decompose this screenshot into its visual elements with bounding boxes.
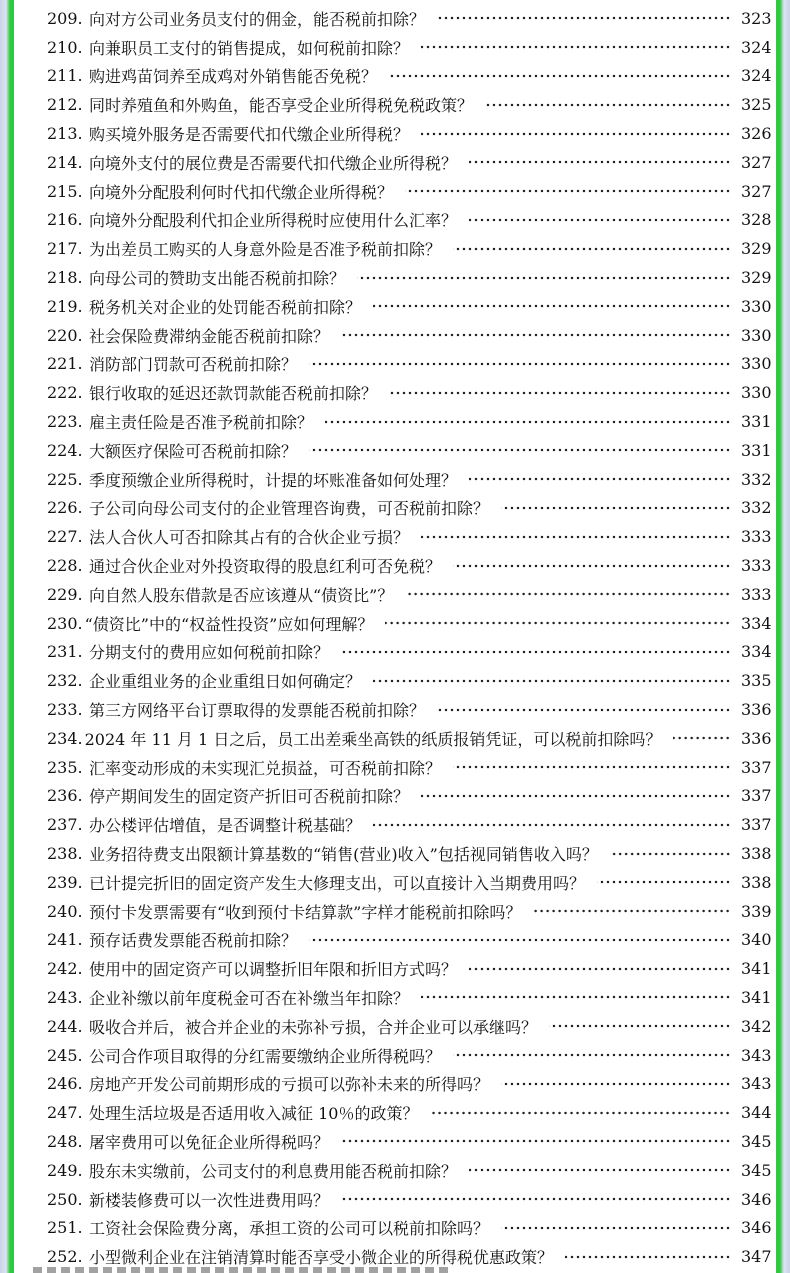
toc-entry-page: 331: [741, 440, 772, 460]
toc-entry-title: 企业补缴以前年度税金可否在补缴当年扣除？: [89, 988, 410, 1008]
toc-leader-dots: [469, 477, 731, 481]
toc-entry-title: 股东未实缴前，公司支付的利息费用能否税前扣除？: [89, 1161, 458, 1181]
toc-entry[interactable]: [47, 868, 771, 897]
toc-entry[interactable]: [47, 148, 771, 177]
toc-entry-page: 345: [741, 1131, 772, 1151]
toc-entry-title: 预付卡发票需要有“收到预付卡结算款”字样才能税前扣除吗？: [89, 902, 522, 922]
toc-entry-title: 汇率变动形成的未实现汇兑损益，可否税前扣除？: [89, 758, 442, 778]
toc-entry-number: 223.: [47, 412, 83, 432]
toc-leader-dots: [469, 160, 731, 164]
toc-entry[interactable]: [47, 177, 771, 206]
toc-entry[interactable]: [47, 1213, 771, 1242]
toc-entry-title: 向兼职员工支付的销售提成，如何税前扣除？: [89, 38, 410, 58]
toc-entry-title: 银行收取的延迟还款罚款能否税前扣除？: [89, 384, 378, 404]
toc-entry[interactable]: [47, 378, 771, 407]
toc-entry-number: 215.: [47, 181, 83, 201]
toc-entry-page: 329: [741, 268, 772, 288]
toc-entry-page: 338: [741, 844, 772, 863]
toc-entry-title: 停产期间发生的固定资产折旧可否税前扣除？: [89, 787, 410, 807]
toc-entry-number: 246.: [47, 1074, 83, 1094]
toc-leader-dots: [325, 420, 731, 424]
toc-entry-number: 213.: [47, 124, 83, 144]
toc-entry[interactable]: [47, 1127, 771, 1156]
toc-entry-page: 345: [741, 1160, 772, 1180]
toc-leader-dots: [341, 333, 731, 337]
toc-entry-title: 吸收合并后，被合并企业的未弥补亏损，合并企业可以承继吗？: [89, 1017, 538, 1037]
toc-leader-dots: [309, 448, 731, 452]
toc-entry-title: 屠宰费用可以免征企业所得税吗？: [89, 1132, 330, 1152]
toc-leader-dots: [341, 1139, 731, 1143]
toc-entry-page: 338: [741, 872, 772, 892]
toc-entry[interactable]: [47, 695, 771, 724]
toc-entry-number: 232.: [47, 671, 83, 691]
toc-entry-title: 分期支付的费用应如何税前扣除？: [89, 643, 330, 663]
toc-entry-number: 247.: [47, 1103, 83, 1123]
toc-entry-number: 250.: [47, 1189, 83, 1209]
toc-entry-number: 229.: [47, 584, 83, 604]
toc-entry-title: 企业重组业务的企业重组日如何确定？: [89, 672, 362, 692]
toc-leader-dots: [533, 909, 731, 913]
toc-leader-dots: [453, 564, 731, 568]
toc-entry-title: 向境外分配股利何时代扣代缴企业所得税？: [89, 182, 394, 202]
toc-entry-title: 房地产开发公司前期形成的亏损可以弥补未来的所得吗？: [89, 1075, 490, 1095]
toc-entry-number: 211.: [47, 66, 83, 86]
toc-entry-number: 212.: [47, 95, 83, 115]
toc-leader-dots: [357, 276, 731, 280]
toc-entry-title: 小型微利企业在注销清算时能否享受小微企业的所得税优惠政策？: [89, 1248, 554, 1268]
toc-leader-dots: [597, 880, 731, 884]
toc-leader-dots: [469, 1168, 731, 1172]
toc-entry-title: 使用中的固定资产可以调整折旧年限和折旧方式吗？: [89, 960, 458, 980]
toc-leader-dots: [453, 765, 731, 769]
toc-entry-title: 工资社会保险费分离，承担工资的公司可以税前扣除吗？: [89, 1219, 490, 1239]
table-of-contents: [47, 4, 771, 1271]
toc-entry[interactable]: [47, 119, 771, 148]
toc-entry-page: 330: [741, 325, 772, 345]
toc-entry-page: 334: [741, 642, 772, 662]
toc-entry-number: 210.: [47, 37, 83, 57]
toc-entry-title: 新楼装修费可以一次性进费用吗？: [89, 1190, 330, 1210]
toc-entry-page: 346: [741, 1189, 772, 1209]
toc-entry-page: 326: [741, 124, 772, 144]
right-border-bar: [776, 0, 790, 1273]
toc-entry-number: 228.: [47, 556, 83, 576]
toc-entry-number: 236.: [47, 786, 83, 806]
toc-entry-page: 346: [741, 1218, 772, 1238]
toc-entry[interactable]: [47, 494, 771, 523]
toc-entry[interactable]: [47, 90, 771, 119]
toc-leader-dots: [373, 823, 731, 827]
toc-leader-dots: [469, 967, 731, 971]
toc-leader-dots: [309, 938, 731, 942]
toc-entry-title: 大额医疗保险可否税前扣除？: [89, 441, 298, 461]
toc-entry[interactable]: [47, 1156, 771, 1185]
toc-entry-title: 为出差员工购买的人身意外险是否准予税前扣除？: [89, 240, 442, 260]
toc-entry-number: 235.: [47, 757, 83, 777]
toc-leader-dots: [501, 1082, 731, 1086]
toc-entry-page: 337: [741, 815, 772, 835]
toc-entry-number: 217.: [47, 239, 83, 259]
toc-entry-number: 220.: [47, 325, 83, 345]
toc-entry[interactable]: [47, 839, 771, 868]
toc-entry-page: 333: [741, 584, 772, 604]
toc-entry-title: 第三方网络平台订票取得的发票能否税前扣除？: [89, 701, 426, 721]
toc-entry-page: 337: [741, 786, 772, 806]
toc-entry[interactable]: [47, 465, 771, 494]
toc-leader-dots: [341, 1197, 731, 1201]
toc-entry-title: 预存话费发票能否税前扣除？: [89, 931, 298, 951]
document-page: [14, 0, 776, 1273]
toc-entry-number: 214.: [47, 152, 83, 172]
toc-entry-number: 237.: [47, 815, 83, 835]
toc-entry-number: 225.: [47, 469, 83, 489]
toc-entry[interactable]: [47, 551, 771, 580]
toc-entry[interactable]: [47, 1069, 771, 1098]
toc-leader-dots: [385, 621, 731, 625]
toc-entry[interactable]: [47, 1098, 771, 1127]
toc-entry-number: 226.: [47, 498, 83, 518]
toc-entry-number: 234.: [47, 728, 83, 748]
toc-leader-dots: [501, 506, 731, 510]
toc-entry-title: 2024 年 11 月 1 日之后，员工出差乘坐高铁的纸质报销凭证，可以税前扣除吗？: [84, 729, 662, 749]
toc-entry-number: 245.: [47, 1045, 83, 1065]
toc-entry-title: 向境外支付的展位费是否需要代扣代缴企业所得税？: [89, 153, 458, 173]
toc-entry-number: 231.: [47, 642, 83, 662]
toc-entry[interactable]: [47, 350, 771, 379]
toc-entry-number: 219.: [47, 296, 83, 316]
toc-entry[interactable]: [47, 263, 771, 292]
toc-entry[interactable]: [47, 810, 771, 839]
toc-entry-page: 343: [741, 1045, 772, 1065]
toc-entry-title: 同时养殖鱼和外购鱼，能否享受企业所得税免税政策？: [89, 96, 474, 116]
toc-leader-dots: [501, 1226, 731, 1230]
toc-entry-page: 324: [741, 66, 772, 86]
toc-leader-dots: [469, 218, 731, 222]
toc-entry-page: 325: [741, 95, 772, 115]
toc-entry-page: 333: [741, 556, 772, 576]
toc-entry[interactable]: [47, 436, 771, 465]
toc-entry[interactable]: [47, 983, 771, 1012]
toc-entry-number: 221.: [47, 354, 83, 374]
toc-entry-page: 330: [741, 296, 772, 316]
toc-entry[interactable]: [47, 753, 771, 782]
toc-entry-page: 323: [741, 8, 772, 28]
toc-entry[interactable]: [47, 609, 771, 638]
toc-entry-number: 233.: [47, 700, 83, 720]
toc-entry-number: 248.: [47, 1131, 83, 1151]
toc-entry-page: 327: [741, 152, 772, 172]
toc-entry-page: 334: [741, 613, 772, 633]
toc-entry[interactable]: [47, 62, 771, 91]
toc-entry-title: 税务机关对企业的处罚能否税前扣除？: [89, 297, 362, 317]
toc-entry-number: 249.: [47, 1160, 83, 1180]
toc-entry-page: 332: [741, 469, 772, 489]
toc-entry-number: 239.: [47, 872, 83, 892]
toc-leader-dots: [430, 1111, 731, 1115]
toc-entry[interactable]: [47, 321, 771, 350]
toc-entry-page: 331: [741, 412, 772, 432]
toc-entry[interactable]: [47, 954, 771, 983]
toc-entry-title: 季度预缴企业所得税时，计提的坏账准备如何处理？: [89, 470, 458, 490]
toc-entry-number: 224.: [47, 440, 83, 460]
toc-entry-number: 227.: [47, 527, 83, 547]
toc-entry-number: 242.: [47, 959, 83, 979]
toc-leader-dots: [421, 535, 731, 539]
toc-entry-title: 购买境外服务是否需要代扣代缴企业所得税？: [89, 125, 410, 145]
toc-entry-number: 252.: [47, 1247, 83, 1267]
toc-entry-page: 341: [741, 987, 772, 1007]
toc-entry[interactable]: [47, 782, 771, 811]
toc-leader-dots: [673, 736, 731, 740]
toc-entry-page: 343: [741, 1074, 772, 1094]
toc-entry-number: 251.: [47, 1218, 83, 1238]
toc-entry-title: 消防部门罚款可否税前扣除？: [89, 355, 298, 375]
toc-entry-title: 公司合作项目取得的分红需要缴纳企业所得税吗？: [89, 1046, 442, 1066]
toc-leader-dots: [389, 74, 731, 78]
toc-entry-page: 327: [741, 181, 772, 201]
toc-entry-title: 处理生活垃圾是否适用收入减征 10％的政策？: [89, 1104, 419, 1124]
toc-leader-dots: [373, 679, 731, 683]
toc-entry[interactable]: [47, 4, 771, 33]
toc-entry-title: 向自然人股东借款是否应该遵从“债资比”？: [89, 585, 394, 605]
toc-entry-page: 329: [741, 239, 772, 259]
toc-entry-title: 子公司向母公司支付的企业管理咨询费，可否税前扣除？: [89, 499, 490, 519]
toc-entry[interactable]: [47, 1012, 771, 1041]
toc-entry-title: 向母公司的赞助支出能否税前扣除？: [89, 269, 346, 289]
toc-leader-dots: [405, 189, 731, 193]
toc-leader-dots: [405, 592, 731, 596]
toc-entry-page: 330: [741, 383, 772, 403]
toc-entry-title: 通过合伙企业对外投资取得的股息红利可否免税？: [89, 557, 442, 577]
toc-entry-number: 216.: [47, 210, 83, 230]
toc-leader-dots: [565, 1255, 731, 1259]
toc-entry-page: 336: [741, 728, 772, 748]
toc-entry-page: 328: [741, 210, 772, 230]
toc-leader-dots: [341, 650, 731, 654]
toc-entry[interactable]: [47, 1185, 771, 1214]
toc-leader-dots: [421, 45, 731, 49]
toc-entry[interactable]: [47, 638, 771, 667]
toc-entry-page: 336: [741, 700, 772, 720]
toc-entry[interactable]: [47, 724, 771, 753]
toc-entry[interactable]: [47, 407, 771, 436]
toc-leader-dots: [421, 995, 731, 999]
toc-entry[interactable]: [47, 33, 771, 62]
toc-entry-number: 240.: [47, 901, 83, 921]
toc-leader-dots: [485, 103, 731, 107]
toc-leader-dots: [373, 304, 731, 308]
toc-entry-page: 347: [741, 1247, 772, 1267]
toc-entry-title: 已计提完折旧的固定资产发生大修理支出，可以直接计入当期费用吗？: [89, 873, 586, 893]
toc-entry-page: 333: [741, 527, 772, 547]
toc-entry[interactable]: [47, 234, 771, 263]
toc-entry[interactable]: [47, 1041, 771, 1070]
toc-entry-title: 雇主责任险是否准予税前扣除？: [89, 413, 314, 433]
toc-entry-number: 238.: [47, 844, 83, 863]
toc-entry-number: 241.: [47, 930, 83, 950]
cut-off-next-line: [33, 1266, 453, 1273]
toc-entry-page: 337: [741, 757, 772, 777]
toc-entry-page: 341: [741, 959, 772, 979]
toc-entry[interactable]: [47, 926, 771, 955]
toc-leader-dots: [421, 794, 731, 798]
toc-entry[interactable]: [47, 897, 771, 926]
toc-leader-dots: [610, 852, 731, 856]
toc-entry-number: 209.: [47, 8, 83, 28]
toc-entry-title: 向对方公司业务员支付的佣金，能否税前扣除？: [89, 9, 426, 29]
toc-entry-page: 335: [741, 671, 772, 691]
toc-entry[interactable]: [47, 580, 771, 609]
toc-entry[interactable]: [47, 292, 771, 321]
toc-entry[interactable]: [47, 206, 771, 235]
toc-entry-number: 244.: [47, 1016, 83, 1036]
toc-entry[interactable]: [47, 666, 771, 695]
toc-entry[interactable]: [47, 522, 771, 551]
toc-entry-title: 向境外分配股利代扣企业所得税时应使用什么汇率？: [89, 211, 458, 231]
toc-leader-dots: [453, 247, 731, 251]
toc-leader-dots: [549, 1024, 731, 1028]
toc-entry-number: 230.: [47, 613, 83, 633]
toc-leader-dots: [453, 1053, 731, 1057]
toc-entry-number: 243.: [47, 987, 83, 1007]
toc-entry-number: 222.: [47, 383, 83, 403]
toc-entry-page: 342: [741, 1016, 772, 1036]
toc-entry-title: 办公楼评估增值，是否调整计税基础？: [89, 816, 362, 836]
toc-entry-title: 购进鸡苗饲养至成鸡对外销售能否免税？: [89, 67, 378, 87]
toc-entry-page: 324: [741, 37, 772, 57]
toc-leader-dots: [437, 708, 731, 712]
toc-entry-page: 344: [741, 1103, 772, 1123]
toc-entry-page: 330: [741, 354, 772, 374]
left-border-bar: [0, 0, 14, 1273]
toc-leader-dots: [437, 16, 731, 20]
toc-entry-title: 法人合伙人可否扣除其占有的合伙企业亏损？: [89, 528, 410, 548]
toc-entry-number: 218.: [47, 268, 83, 288]
toc-entry-page: 340: [741, 930, 772, 950]
toc-leader-dots: [389, 391, 731, 395]
toc-entry-title: “债资比”中的“权益性投资”应如何理解？: [84, 614, 374, 634]
toc-entry-page: 332: [741, 498, 772, 518]
toc-entry-page: 339: [741, 901, 772, 921]
toc-leader-dots: [421, 132, 731, 136]
toc-entry-title: 社会保险费滞纳金能否税前扣除？: [89, 326, 330, 346]
toc-entry-title: 业务招待费支出限额计算基数的“销售(营业)收入”包括视同销售收入吗？: [89, 845, 598, 864]
toc-leader-dots: [309, 362, 731, 366]
